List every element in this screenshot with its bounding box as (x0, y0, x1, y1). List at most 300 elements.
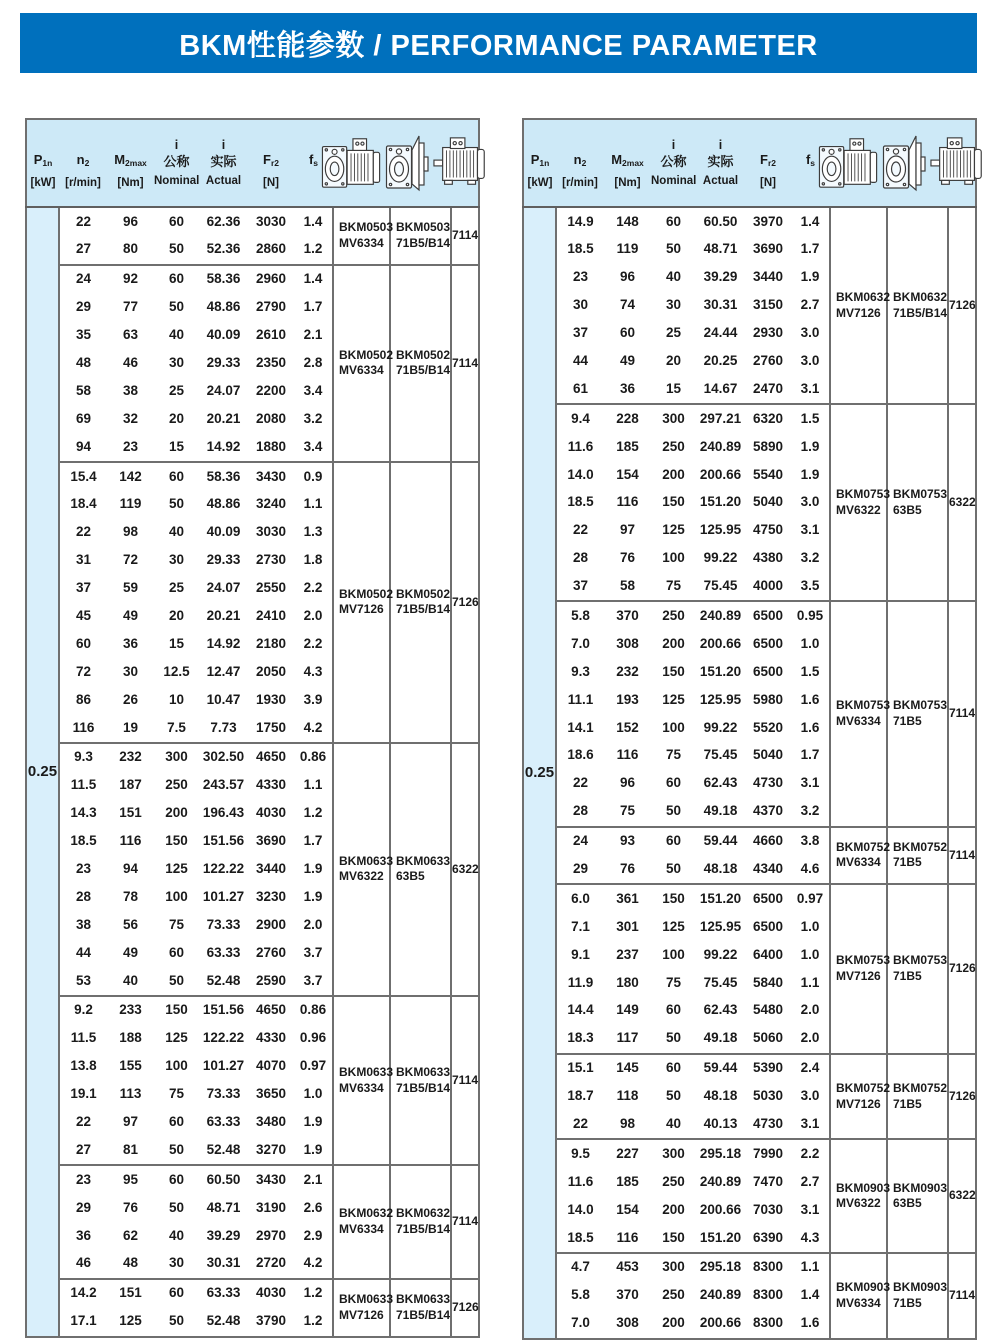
gearbox-model: BKM0502 71B5/B14 (390, 462, 451, 743)
table-row (523, 1139, 976, 1168)
cell-m2max: 63 (122, 327, 139, 343)
cell-m2max: 30 (122, 663, 139, 679)
cell-fs: 0.86 (294, 743, 333, 772)
cell-m2max: 228 (604, 404, 651, 433)
gearbox-model: BKM0633 71B5/B14 (390, 1279, 451, 1337)
cell-i-actual: 295.18 (696, 1139, 745, 1168)
cell-n2: 28 (572, 550, 589, 566)
cell-fs: 2.1 (294, 1165, 333, 1194)
cell-m2max: 233 (107, 996, 154, 1025)
cell-fr2: 3190 (255, 1199, 287, 1215)
col-header-symbol: 实际 (210, 153, 237, 169)
gearmotor-model: BKM0903 MV6334 (830, 1253, 887, 1339)
cell-fs: 1.4 (303, 213, 323, 229)
cell-n2: 58 (75, 382, 92, 398)
cell-i-nominal: 30 (665, 297, 682, 313)
cell-n2: 44 (572, 352, 589, 368)
cell-i-actual: 40.13 (703, 1116, 738, 1132)
cell-i-actual: 29.33 (206, 354, 241, 370)
cell-n2: 44 (75, 944, 92, 960)
cell-fs: 1.9 (303, 861, 323, 876)
cell-fs: 3.0 (800, 352, 820, 368)
cell-i-actual: 24.07 (206, 382, 241, 398)
cell-fs: 1.0 (800, 635, 820, 651)
cell-fs: 1.6 (800, 691, 820, 707)
cell-fs: 1.9 (800, 466, 820, 482)
cell-fr2: 2080 (255, 410, 287, 426)
col-header-ratio-symbol (556, 136, 604, 151)
cell-fs: 1.7 (800, 747, 820, 763)
cell-i-nominal: 25 (168, 382, 185, 398)
cell-m2max: 193 (616, 691, 639, 707)
gearbox-model: BKM0503 71B5/B14 (390, 207, 451, 265)
product-drawings-row (333, 133, 478, 193)
cell-i-nominal: 50 (168, 1199, 185, 1215)
cell-i-nominal: 250 (165, 777, 188, 793)
cell-i-nominal: 30 (168, 1255, 185, 1271)
cell-m2max: 119 (616, 241, 639, 257)
col-header-unit: [r/min] (562, 176, 598, 189)
cell-n2: 30 (572, 297, 589, 313)
cell-n2: 22 (572, 1116, 589, 1132)
col-header-symbol: $M_{2max}$ (114, 151, 147, 168)
cell-fs: 0.97 (299, 1058, 327, 1074)
cell-m2max: 154 (616, 466, 639, 482)
cell-m2max: 118 (616, 1088, 639, 1104)
cell-m2max: 142 (107, 462, 154, 491)
cell-m2max: 119 (119, 496, 142, 512)
cell-fr2: 4750 (752, 522, 784, 538)
motor-size: 7126 (948, 1054, 976, 1140)
cell-n2: 22 (75, 213, 92, 229)
cell-m2max: 180 (616, 974, 639, 990)
cell-m2max: 148 (616, 213, 639, 229)
cell-n2: 15.4 (59, 462, 107, 491)
cell-fr2: 2610 (255, 327, 287, 343)
cell-fr2: 4030 (248, 1279, 294, 1308)
cell-i-actual: 73.33 (206, 916, 241, 932)
cell-n2: 22 (572, 775, 589, 791)
cell-fr2: 5520 (752, 719, 784, 735)
col-header-symbol: $n_2$ (573, 151, 587, 168)
table-row (26, 207, 479, 236)
cell-i-nominal: 15 (168, 438, 185, 454)
cell-i-actual: 40.09 (206, 524, 241, 540)
cell-fr2: 4340 (752, 861, 784, 876)
col-header-ratio-symbol: i (718, 137, 723, 152)
cell-i-nominal: 75 (168, 916, 185, 932)
cell-fr2: 2180 (255, 635, 287, 651)
cell-fs: 1.1 (800, 974, 820, 990)
cell-fs: 2.2 (303, 580, 323, 596)
cell-fr2: 2200 (255, 382, 287, 398)
cell-fs: 1.9 (303, 1114, 323, 1130)
cell-i-nominal: 30 (168, 552, 185, 568)
cell-i-nominal: 150 (662, 494, 685, 510)
col-header-unit: [N] (760, 176, 776, 189)
cell-fs: 1.1 (303, 496, 323, 512)
cell-i-actual: 14.92 (206, 635, 241, 651)
cell-i-nominal: 10 (168, 691, 185, 707)
cell-n2: 24 (556, 827, 604, 856)
cell-fr2: 3030 (255, 524, 287, 540)
col-header-unit: Actual (205, 174, 242, 187)
col-header-symbol: $f_s$ (805, 151, 816, 168)
motor-size: 7114 (451, 207, 479, 265)
cell-i-nominal: 125 (165, 861, 188, 876)
col-header-symbol: $F_{r2}$ (263, 151, 279, 168)
motor-size: 7126 (451, 1279, 479, 1337)
cell-fs: 2.0 (303, 607, 323, 623)
gearbox-model: BKM0753 71B5 (887, 601, 948, 826)
cell-fr2: 2410 (255, 607, 287, 623)
motor-size: 7114 (451, 1165, 479, 1279)
cell-n2: 94 (75, 438, 92, 454)
cell-fr2: 4030 (255, 805, 287, 821)
col-header-unit: [kW] (527, 176, 553, 189)
cell-fr2: 4000 (752, 578, 784, 594)
cell-fr2: 3430 (248, 462, 294, 491)
gearbox-model: BKM0903 71B5 (887, 1253, 948, 1339)
cell-fr2: 2860 (255, 241, 287, 257)
motor-size: 7114 (948, 1253, 976, 1339)
cell-fs: 1.6 (800, 1315, 820, 1331)
cell-m2max: 453 (604, 1253, 651, 1282)
gearmotor-model: BKM0633 MV6322 (333, 743, 390, 996)
cell-fs: 1.3 (303, 524, 323, 540)
cell-fr2: 5040 (752, 747, 784, 763)
cell-i-actual: 240.89 (696, 601, 745, 630)
gearbox-model: BKM0632 71B5/B14 (390, 1165, 451, 1279)
cell-fs: 3.4 (303, 438, 323, 454)
cell-n2: 29 (75, 1199, 92, 1215)
power-rating: 0.25 (523, 207, 556, 1339)
cell-i-actual: 125.95 (699, 691, 742, 707)
cell-fr2: 5030 (752, 1088, 784, 1104)
cell-n2: 46 (75, 1255, 92, 1271)
worm-gearmotor-icon (818, 133, 880, 193)
cell-m2max: 370 (604, 601, 651, 630)
cell-i-nominal: 20 (168, 410, 185, 426)
cell-fs: 0.95 (791, 601, 830, 630)
cell-i-actual: 60.50 (703, 213, 738, 229)
cell-fr2: 2760 (255, 944, 287, 960)
cell-i-nominal: 250 (662, 1173, 685, 1189)
cell-m2max: 308 (616, 1315, 639, 1331)
cell-fr2: 4070 (255, 1058, 287, 1074)
col-header-unit: [N] (263, 176, 279, 189)
cell-i-nominal: 200 (662, 1201, 685, 1217)
cell-i-nominal: 300 (651, 404, 696, 433)
cell-m2max: 48 (122, 1255, 139, 1271)
cell-fr2: 2550 (255, 580, 287, 596)
cell-n2: 18.3 (567, 1030, 594, 1046)
cell-fs: 2.8 (303, 354, 323, 370)
cell-n2: 72 (75, 663, 92, 679)
cell-fs: 2.0 (800, 1002, 820, 1018)
motor-size: 6322 (948, 1139, 976, 1253)
cell-fs: 1.2 (294, 1279, 333, 1308)
cell-i-actual: 52.48 (206, 972, 241, 988)
cell-i-nominal: 200 (662, 1315, 685, 1331)
col-header-m2max (107, 119, 154, 207)
cell-i-nominal: 60 (154, 265, 199, 294)
cell-fs: 0.97 (791, 884, 830, 913)
cell-i-nominal: 7.5 (167, 719, 186, 735)
cell-n2: 9.5 (556, 1139, 604, 1168)
col-header-n2 (556, 119, 604, 207)
table-row (523, 601, 976, 630)
cell-i-nominal: 15 (168, 635, 185, 651)
cell-i-actual: 48.86 (206, 299, 241, 315)
cell-i-nominal: 50 (168, 1141, 185, 1157)
cell-i-actual: 48.18 (703, 1088, 738, 1104)
cell-m2max: 188 (119, 1030, 142, 1046)
worm-gearbox-flange-icon (882, 133, 928, 193)
table-row (523, 207, 976, 236)
cell-n2: 14.1 (567, 719, 594, 735)
cell-fr2: 2730 (255, 552, 287, 568)
col-header-m2max (604, 119, 651, 207)
cell-n2: 11.6 (567, 438, 594, 454)
cell-fs: 3.7 (303, 972, 323, 988)
cell-n2: 14.4 (567, 1002, 594, 1018)
cell-i-actual: 7.73 (210, 719, 237, 735)
cell-n2: 17.1 (70, 1313, 97, 1329)
cell-i-actual: 24.07 (206, 580, 241, 596)
cell-m2max: 92 (107, 265, 154, 294)
table-row (26, 265, 479, 294)
col-header-fr2 (745, 119, 791, 207)
cell-fr2: 4650 (248, 743, 294, 772)
cell-n2: 69 (75, 410, 92, 426)
cell-i-actual: 151.56 (199, 996, 248, 1025)
cell-i-nominal: 50 (665, 861, 682, 876)
cell-n2: 9.3 (571, 663, 590, 679)
cell-i-nominal: 100 (165, 888, 188, 904)
cell-fs: 3.1 (800, 380, 820, 396)
cell-i-actual: 58.36 (199, 462, 248, 491)
col-header-symbol: $F_{r2}$ (760, 151, 776, 168)
performance-table-left (25, 118, 480, 1338)
cell-n2: 9.2 (59, 996, 107, 1025)
cell-n2: 61 (572, 380, 589, 396)
cell-n2: 53 (75, 972, 92, 988)
cell-n2: 6.0 (556, 884, 604, 913)
cell-fr2: 6500 (745, 884, 791, 913)
power-rating: 0.25 (26, 207, 59, 1337)
cell-m2max: 32 (122, 410, 139, 426)
cell-m2max: 151 (107, 1279, 154, 1308)
cell-fs: 1.1 (303, 777, 323, 793)
cell-i-nominal: 40 (168, 327, 185, 343)
cell-i-nominal: 50 (168, 972, 185, 988)
table-row (523, 827, 976, 856)
cell-i-actual: 240.89 (699, 1287, 742, 1303)
gearbox-model: BKM0903 63B5 (887, 1139, 948, 1253)
cell-n2: 23 (59, 1165, 107, 1194)
col-header-fr2 (248, 119, 294, 207)
motor-size: 6322 (948, 404, 976, 601)
cell-fr2: 6320 (745, 404, 791, 433)
col-header-i-nominal (154, 119, 199, 207)
gearmotor-model: BKM0632 MV6334 (333, 1165, 390, 1279)
page-title: BKM性能参数 / PERFORMANCE PARAMETER (179, 29, 818, 62)
cell-i-nominal: 20 (168, 607, 185, 623)
cell-i-actual: 48.71 (703, 241, 738, 257)
cell-fr2: 4370 (752, 803, 784, 819)
col-header-ratio-symbol (745, 136, 791, 151)
cell-i-nominal: 75 (665, 578, 682, 594)
cell-fs: 1.2 (303, 241, 323, 257)
cell-n2: 27 (75, 241, 92, 257)
cell-i-nominal: 60 (154, 1279, 199, 1308)
cell-i-nominal: 250 (651, 601, 696, 630)
cell-n2: 27 (75, 1141, 92, 1157)
cell-m2max: 155 (119, 1058, 142, 1074)
cell-i-nominal: 30 (168, 354, 185, 370)
cell-i-nominal: 50 (665, 1088, 682, 1104)
cell-i-nominal: 12.5 (163, 663, 190, 679)
cell-i-nominal: 100 (662, 719, 685, 735)
cell-i-actual: 122.22 (202, 1030, 245, 1046)
gearbox-model: BKM0753 71B5 (887, 884, 948, 1053)
cell-i-nominal: 15 (665, 380, 682, 396)
gearmotor-model: BKM0753 MV6322 (830, 404, 887, 601)
cell-n2: 14.0 (567, 466, 594, 482)
cell-i-actual: 59.44 (696, 1054, 745, 1083)
cell-fs: 1.5 (800, 663, 820, 679)
cell-i-nominal: 50 (665, 241, 682, 257)
cell-m2max: 96 (619, 269, 636, 285)
cell-fr2: 3240 (255, 496, 287, 512)
motor-size: 7114 (948, 827, 976, 885)
cell-m2max: 49 (122, 944, 139, 960)
cell-i-actual: 49.18 (703, 1030, 738, 1046)
cell-n2: 35 (75, 327, 92, 343)
cell-i-nominal: 50 (168, 496, 185, 512)
table-row (523, 404, 976, 433)
cell-fr2: 2050 (255, 663, 287, 679)
cell-i-actual: 10.47 (206, 691, 241, 707)
cell-n2: 7.0 (571, 635, 590, 651)
gearmotor-model: BKM0633 MV7126 (333, 1279, 390, 1337)
cell-fr2: 4650 (248, 996, 294, 1025)
cell-i-nominal: 250 (662, 1287, 685, 1303)
cell-fs: 2.7 (800, 297, 820, 313)
cell-m2max: 145 (604, 1054, 651, 1083)
cell-i-actual: 125.95 (699, 918, 742, 934)
cell-fs: 1.4 (800, 1287, 820, 1303)
col-header-symbol: $f_s$ (308, 151, 319, 168)
cell-i-nominal: 75 (665, 747, 682, 763)
cell-n2: 23 (75, 861, 92, 876)
cell-i-actual: 12.47 (206, 663, 241, 679)
cell-n2: 18.7 (567, 1088, 594, 1104)
cell-i-nominal: 60 (651, 827, 696, 856)
cell-i-actual: 39.29 (206, 1227, 241, 1243)
cell-m2max: 113 (119, 1086, 142, 1102)
cell-i-nominal: 200 (165, 805, 188, 821)
cell-i-actual: 295.18 (696, 1253, 745, 1282)
cell-n2: 7.0 (571, 1315, 590, 1331)
cell-fs: 3.1 (800, 1201, 820, 1217)
cell-fs: 1.2 (303, 805, 323, 821)
cell-fr2: 2470 (752, 380, 784, 396)
cell-n2: 31 (75, 552, 92, 568)
cell-n2: 24 (59, 265, 107, 294)
col-header-ratio-symbol (27, 136, 59, 151)
cell-fs: 3.2 (800, 550, 820, 566)
table-row (26, 1279, 479, 1308)
cell-fs: 2.6 (303, 1199, 323, 1215)
cell-i-nominal: 60 (651, 1054, 696, 1083)
col-header-unit: Nominal (154, 174, 200, 187)
cell-m2max: 49 (122, 607, 139, 623)
gearbox-model: BKM0752 71B5 (887, 827, 948, 885)
cell-fr2: 8300 (752, 1315, 784, 1331)
cell-m2max: 149 (616, 1002, 639, 1018)
cell-i-actual: 122.22 (202, 861, 245, 876)
cell-i-nominal: 300 (651, 1139, 696, 1168)
cell-i-actual: 30.31 (703, 297, 738, 313)
cell-n2: 37 (572, 325, 589, 341)
cell-m2max: 154 (616, 1201, 639, 1217)
motor-size: 6322 (451, 743, 479, 996)
motor-size: 7126 (948, 207, 976, 404)
cell-fr2: 4730 (752, 1116, 784, 1132)
cell-n2: 9.1 (571, 946, 590, 962)
cell-fr2: 5040 (752, 494, 784, 510)
cell-i-actual: 243.57 (202, 777, 245, 793)
gearbox-model: BKM0502 71B5/B14 (390, 265, 451, 462)
col-header-unit: [r/min] (65, 176, 101, 189)
cell-n2: 37 (75, 580, 92, 596)
col-header-p1n (523, 119, 556, 207)
cell-i-nominal: 150 (154, 996, 199, 1025)
cell-m2max: 74 (619, 297, 636, 313)
cell-i-nominal: 250 (662, 438, 685, 454)
cell-fs: 1.9 (800, 269, 820, 285)
cell-i-nominal: 20 (665, 352, 682, 368)
cell-fs: 4.3 (800, 1229, 820, 1245)
gearmotor-model: BKM0752 MV7126 (830, 1054, 887, 1140)
cell-i-actual: 297.21 (696, 404, 745, 433)
cell-fr2: 2960 (248, 265, 294, 294)
gearmotor-model: BKM0753 MV6334 (830, 601, 887, 826)
cell-fs: 2.2 (791, 1139, 830, 1168)
col-header-ratio-symbol: i (174, 137, 179, 152)
cell-m2max: 36 (619, 380, 636, 396)
cell-fs: 2.0 (800, 1030, 820, 1046)
cell-fs: 0.96 (299, 1030, 327, 1046)
cell-m2max: 75 (619, 803, 636, 819)
cell-fr2: 3230 (255, 888, 287, 904)
cell-m2max: 94 (122, 861, 139, 876)
cell-n2: 22 (75, 1114, 92, 1130)
cell-i-actual: 40.09 (206, 327, 241, 343)
cell-i-nominal: 60 (154, 462, 199, 491)
cell-fr2: 6500 (752, 635, 784, 651)
cell-n2: 15.1 (556, 1054, 604, 1083)
cell-i-actual: 200.66 (699, 635, 742, 651)
cell-n2: 11.9 (567, 974, 594, 990)
cell-fs: 1.7 (303, 299, 323, 315)
col-header-ratio-symbol: i (221, 137, 226, 152)
cell-n2: 14.9 (567, 213, 594, 229)
motor-icon (930, 135, 988, 191)
cell-m2max: 76 (619, 550, 636, 566)
